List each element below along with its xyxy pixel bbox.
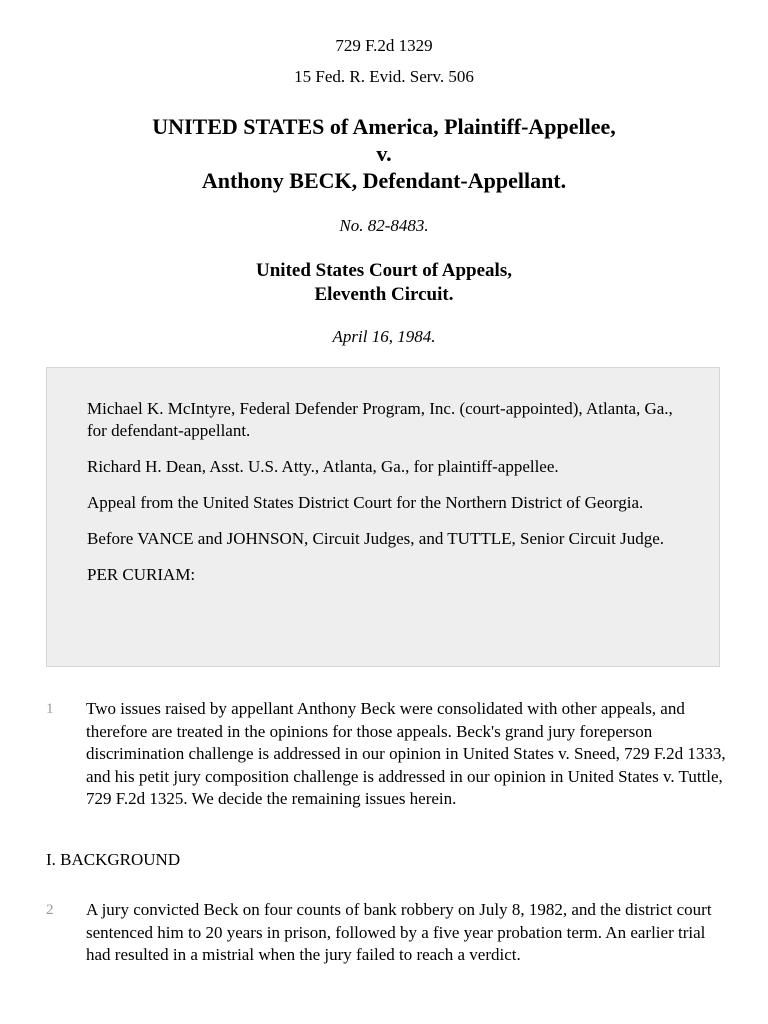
paragraph-number: 1 [46,701,54,717]
case-title-versus: v. [376,141,392,166]
prosecution-counsel: Richard H. Dean, Asst. U.S. Atty., Atlanta, Ga., for plaintiff-appellee. [87,457,559,476]
case-title-defendant: Anthony BECK, Defendant-Appellant. [201,168,567,193]
docket-number: No. 82-8483. [339,216,429,235]
defense-counsel: Michael K. McIntyre, Federal Defender Program, Inc. (court-appointed), Atlanta, Ga., for defendant-appellant. [87,399,673,440]
per-curiam-label: PER CURIAM: [87,565,196,584]
evidence-service-citation: 15 Fed. R. Evid. Serv. 506 [294,67,474,86]
paragraph-number: 2 [46,902,54,918]
opinion-paragraph: A jury convicted Beck on four counts of bank robbery on July 8, 1982, and the district court sentenced him to 20 years in prison, followed by a five year probation term. An earlier trial had resulted in a mistrial when the jury failed to reach a verdict. [86,900,712,964]
decision-date: April 16, 1984. [332,327,436,346]
section-heading: I. BACKGROUND [46,850,181,869]
case-title-plaintiff: UNITED STATES of America, Plaintiff-Appellee, [152,114,616,139]
judge-panel: Before VANCE and JOHNSON, Circuit Judges, and TUTTLE, Senior Circuit Judge. [87,529,664,548]
court-name [0,259,768,307]
opinion-paragraph: Two issues raised by appellant Anthony Beck were consolidated with other appeals, and therefore are treated in the opinions for those appeals. Beck's grand jury foreperson discrimination challenge is addressed in our opinion in United States v. Sneed, 729 F.2d 1333, and his petit jury composition challenge is addressed in our opinion in United States v. Tuttle, 729 F.2d 1325. We decide the remaining issues herein. [86,699,726,808]
appeal-origin: Appeal from the United States District Court for the Northern District of Georgia. [87,493,644,512]
case-title [0,113,768,194]
counsel-box [46,367,720,667]
court-name-line-1: United States Court of Appeals, [256,260,512,281]
reporter-citation: 729 F.2d 1329 [335,36,433,55]
court-name-line-2: Eleventh Circuit. [314,284,454,305]
